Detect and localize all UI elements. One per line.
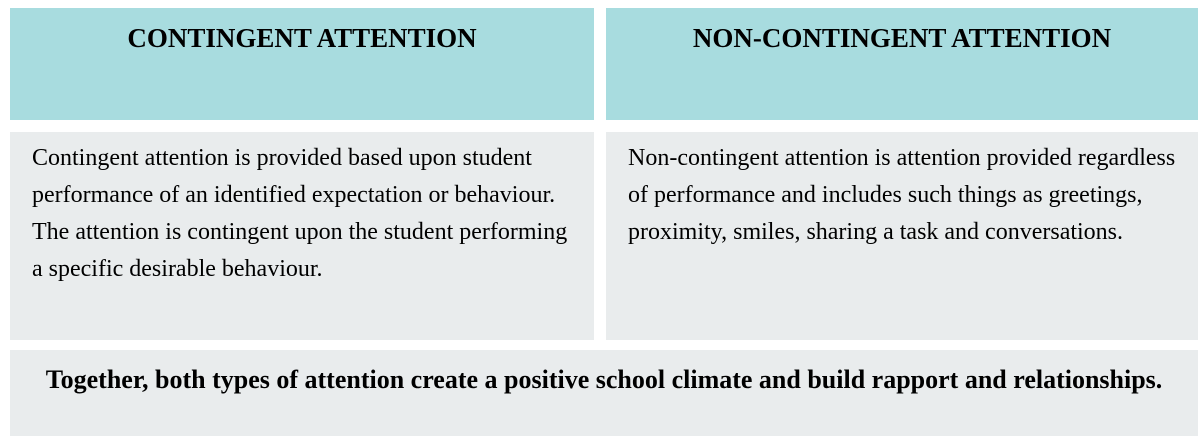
non-contingent-attention-header: NON-CONTINGENT ATTENTION [606, 8, 1198, 120]
summary-statement: Together, both types of attention create a positive school climate and build rapport and relationships. [10, 350, 1198, 436]
non-contingent-attention-description: Non-contingent attention is attention provided regardless of performance and includes such things as greetings, proximity, smiles, sharing a task and conversations. [606, 132, 1198, 340]
contingent-attention-header: CONTINGENT ATTENTION [10, 8, 594, 120]
contingent-attention-description: Contingent attention is provided based upon student performance of an identified expectation or behaviour. The attention is contingent upon the student performing a specific desirable behaviour. [10, 132, 594, 340]
